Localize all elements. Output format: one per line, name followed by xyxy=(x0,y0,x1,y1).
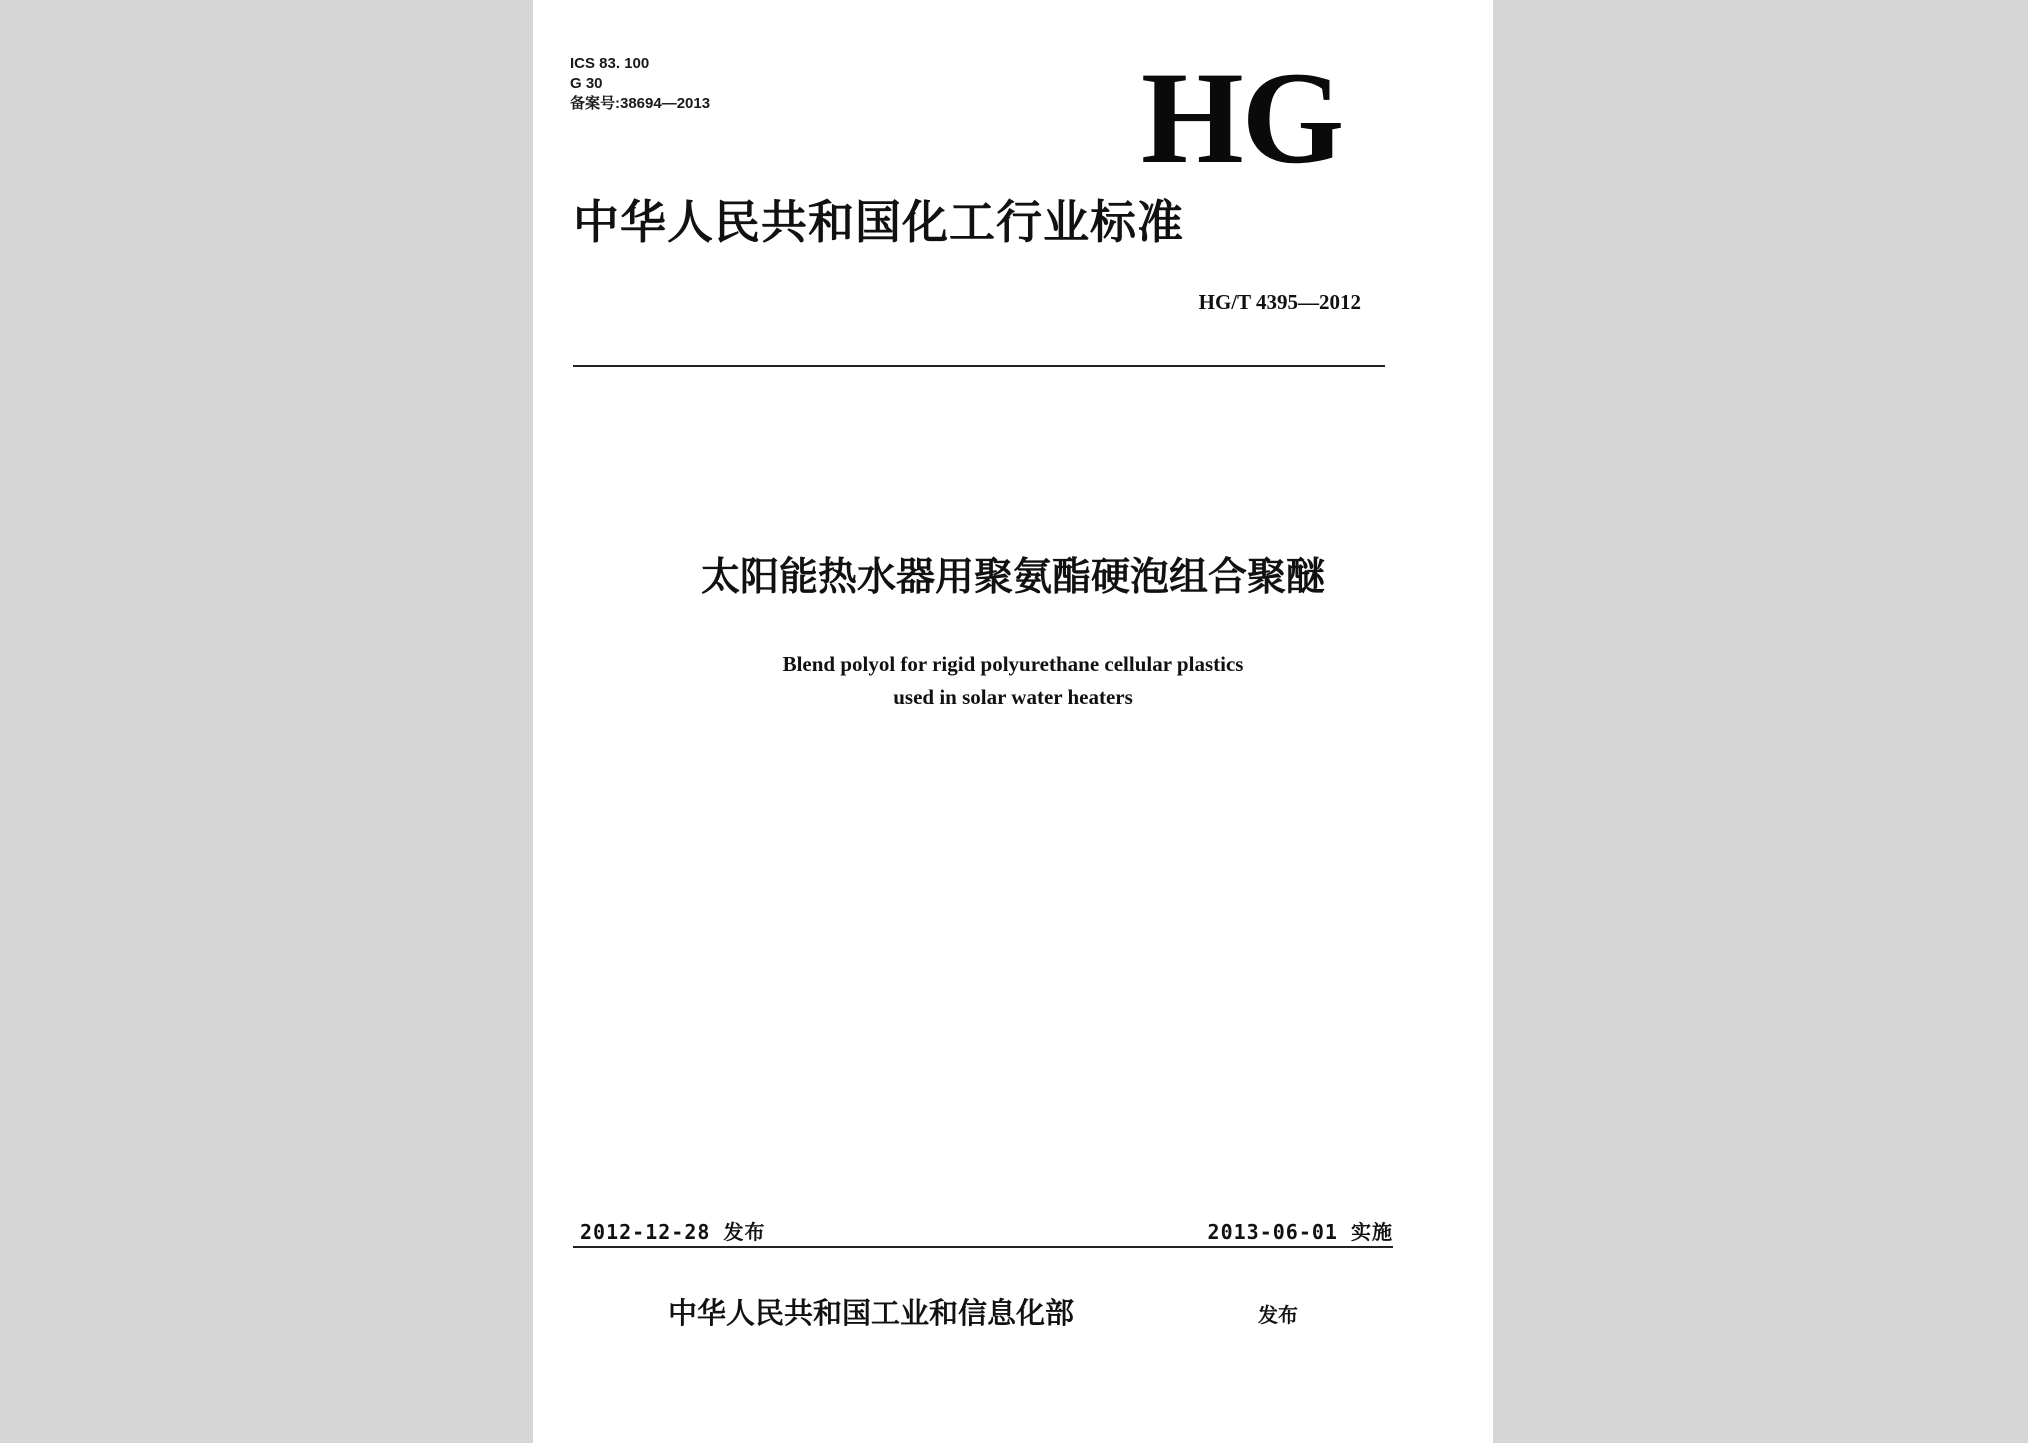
document-page xyxy=(533,0,1493,1443)
ccs-code: G 30 xyxy=(570,75,603,92)
title-en-line-1: Blend polyol for rigid polyurethane cellular plastics xyxy=(782,652,1244,676)
classification-block xyxy=(570,54,710,114)
record-number: 备案号:38694—2013 xyxy=(570,95,711,112)
effective-date: 2013-06-01 实施 xyxy=(1207,1220,1393,1244)
hg-logo: HG xyxy=(1141,44,1343,191)
publisher-name: 中华人民共和国工业和信息化部 xyxy=(668,1296,1075,1330)
top-divider xyxy=(573,365,1385,367)
bottom-divider xyxy=(573,1246,1393,1248)
ics-code: ICS 83. 100 xyxy=(570,55,650,72)
document-title-zh: 太阳能热水器用聚氨酯硬泡组合聚醚 xyxy=(700,555,1325,600)
publisher-suffix: 发布 xyxy=(1258,1303,1298,1327)
issue-date: 2012-12-28 发布 xyxy=(580,1220,766,1244)
standard-title: 中华人民共和国化工行业标准 xyxy=(573,195,1184,249)
document-title-en xyxy=(533,648,1493,714)
standard-code: HG/T 4395—2012 xyxy=(1198,290,1361,314)
title-en-line-2: used in solar water heaters xyxy=(893,685,1133,709)
